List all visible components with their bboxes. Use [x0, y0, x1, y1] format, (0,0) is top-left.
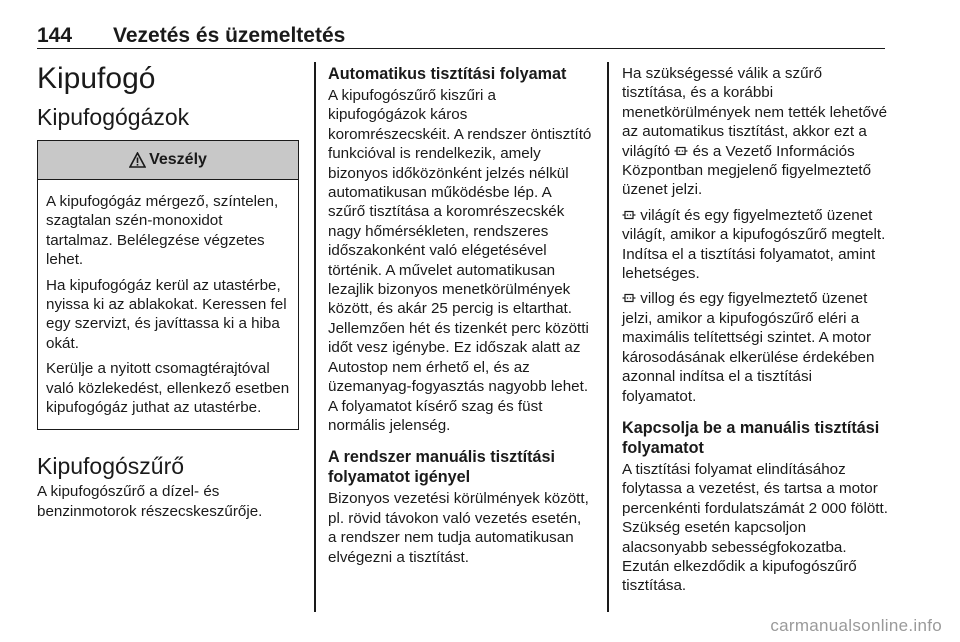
exhaust-filter-icon [622, 292, 636, 304]
column-left [37, 62, 299, 527]
subsection-title: Kipufogógázok [37, 104, 190, 130]
subsection-title: Kipufogószűrő [37, 453, 185, 480]
column-right [622, 64, 888, 602]
warning-text: Kerülje a nyitott csomagtérajtóval való közlekedést, ellenkező esetben kipufogógáz juthat az utastérbe. [46, 360, 290, 417]
filter-section [37, 452, 299, 521]
exhaust-filter-icon [674, 145, 688, 157]
paragraph-heading: Automatikus tisztítási folyamat [328, 65, 567, 83]
warning-text: A kipufogógáz mérgező, színtelen, szagtalan szén-monoxidot tartalmaz. Belélegzése végzetes lehet. [46, 193, 279, 269]
warning-box [37, 140, 299, 430]
column-divider [607, 62, 609, 612]
body-text: A kipufogószűrő a dízel- és benzinmotorok részecskeszűrője. [37, 483, 263, 520]
body-text-part: világít és egy figyelmeztető üzenet világít, amikor a kipufogószűrő megtelt. Indítsa el a tisztítási folyamatot, amint lehetséges. [622, 206, 886, 283]
body-text: Bizonyos vezetési körülmények között, pl. rövid távokon való vezetés esetén, a rendszer nem tudja automatikusan elvégezni a tisztítást. [328, 490, 589, 566]
body-text-part: villog és egy figyelmeztető üzenet jelzi, amikor a kipufogószűrő eléri a maximális telítettségi szintet. A motor károsodásának elkerülése érdekében azonnal indítsa el a tisztítási folyamatot. [622, 290, 875, 405]
body-text: A tisztítási folyamat elindításához folytassa a vezetést, és tartsa a motor percenkénti fordulatszámát 2 000 fölött. Szükség esetén kapcsoljon alacsonyabb sebességfokozatba. Ezután elkezdődik a kipufogószűrő tisztítása. [622, 460, 888, 595]
warning-triangle-icon [129, 152, 146, 168]
body-text: A kipufogószűrő kiszűri a kipufogógázok káros koromrészecskéit. A rendszer öntisztító funkcióval is rendelkezik, amely bizonyos időközönként jelzés nélkül automatikusan működésbe lép. A szűrő tisztítása a koromrészecskék nagy hőmérsékleten, rendszeres időszakonként való elégetésével történik. A művelet automatikusan lezajlik bizonyos menetkörülmények között, és akár 25 percig is eltarthat. Jellemzően hét és tizenkét perc közötti időt vesz igénybe. Ez időszak alatt az Autostop nem érhető el, és az üzemanyag-fogyasztás nagyobb lehet. A folyamatot kísérő szag és füst normális jelenség. [328, 87, 592, 434]
body-text-part: és a Vezető Információs Központban megjelenő figyelmeztető üzenet jelzi. [622, 142, 872, 199]
page-header [37, 8, 885, 49]
page-number: 144 [37, 24, 73, 47]
section-title: Kipufogó [37, 62, 156, 95]
column-divider [314, 62, 316, 612]
warning-label: Veszély [149, 151, 207, 168]
warning-text: Ha kipufogógáz kerül az utastérbe, nyissa ki az ablakokat. Keressen fel egy szervizt, és javíttassa ki a hiba okát. [46, 276, 287, 352]
body-text-part: Ha szükségessé válik a szűrő tisztítása, és a korábbi menetkörülmények nem tették lehetővé az automatikus tisztítást, akkor ezt a világító [622, 65, 888, 160]
warning-body [38, 180, 298, 429]
exhaust-filter-icon [622, 209, 636, 221]
body-text [622, 289, 888, 405]
warning-header [38, 141, 298, 180]
chapter-title: Vezetés és üzemeltetés [113, 24, 346, 47]
paragraph-heading: A rendszer manuális tisztítási folyamatot igényel [328, 448, 555, 487]
body-text [622, 206, 888, 284]
paragraph-heading: Kapcsolja be a manuális tisztítási folyamatot [622, 418, 880, 457]
body-text [622, 64, 888, 200]
column-middle [328, 64, 592, 573]
watermark: carmanualsonline.info [770, 616, 942, 635]
